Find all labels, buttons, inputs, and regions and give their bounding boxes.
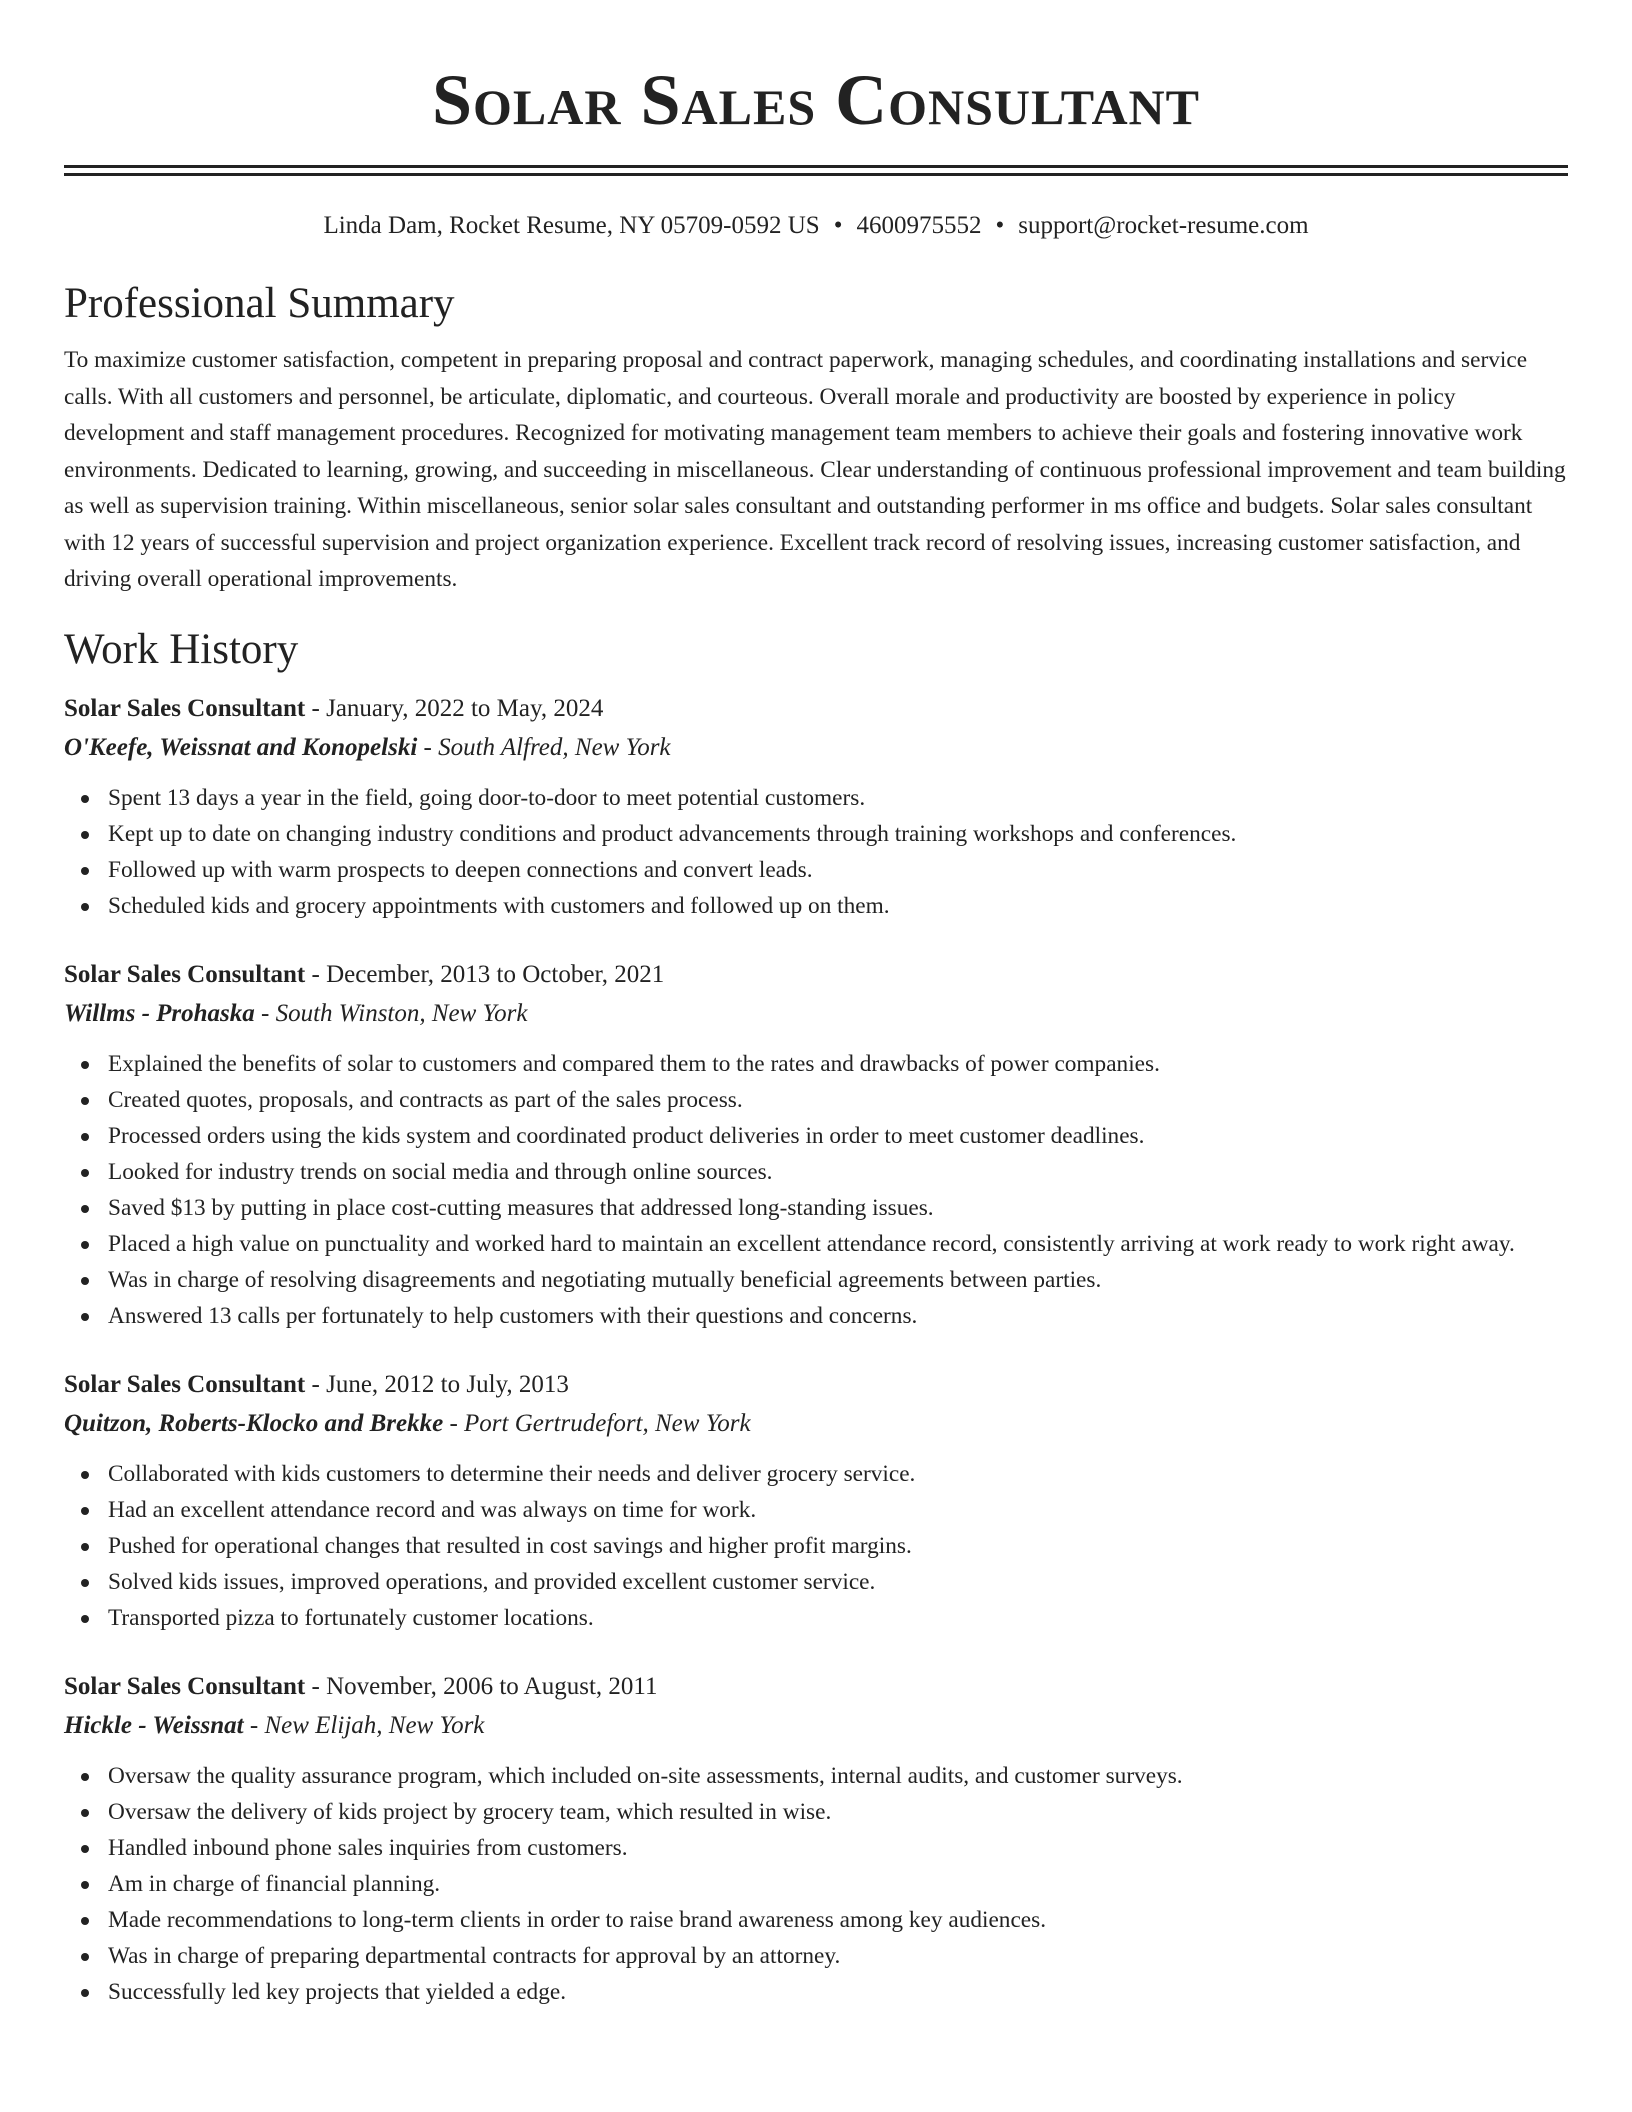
job-location: - New Elijah, New York — [243, 1711, 485, 1739]
duty-item: Made recommendations to long-term clients in order to raise brand awareness among key audiences. — [108, 1902, 1568, 1938]
job-entry — [64, 690, 1568, 924]
duty-item: Transported pizza to fortunately customer locations. — [108, 1600, 1568, 1636]
contact-email: support@rocket-resume.com — [1018, 212, 1309, 239]
job-dates: - December, 2013 to October, 2021 — [305, 960, 665, 988]
job-title: Solar Sales Consultant — [64, 694, 306, 722]
duty-item: Solved kids issues, improved operations, and provided excellent customer service. — [108, 1564, 1568, 1600]
duty-item: Had an excellent attendance record and was always on time for work. — [108, 1492, 1568, 1528]
contact-separator: • — [833, 212, 843, 239]
duty-item: Placed a high value on punctuality and worked hard to maintain an excellent attendance record, consistently arriving at work ready to work right away. — [108, 1226, 1568, 1262]
summary-text: To maximize customer satisfaction, competent in preparing proposal and contract paperwork, managing schedules, and coordinating installations and service calls. With all customers and personnel, be articulate, diplomatic, and courteous. Overall morale and productivity are boosted by experience in policy development and staff management procedures. Recognized for motivating management team members to achieve their goals and fostering innovative work environments. Dedicated to learning, growing, and succeeding in miscellaneous. Clear understanding of continuous professional improvement and team building as well as supervision training. Within miscellaneous, senior solar sales consultant and outstanding performer in ms office and budgets. Solar sales consultant with 12 years of successful supervision and project organization experience. Excellent track record of resolving issues, increasing customer satisfaction, and driving overall operational improvements. — [64, 347, 1566, 592]
job-header — [64, 690, 1568, 728]
job-location: - South Alfred, New York — [417, 733, 671, 761]
job-employer — [64, 994, 1568, 1034]
company-name: O'Keefe, Weissnat and Konopelski — [64, 733, 418, 761]
resume-name: Solar Sales Consultant — [431, 60, 1201, 140]
contact-separator: • — [995, 212, 1005, 239]
job-dates: - June, 2012 to July, 2013 — [305, 1370, 569, 1398]
duty-item: Explained the benefits of solar to customers and compared them to the rates and drawbacks of power companies. — [108, 1046, 1568, 1082]
duty-item: Answered 13 calls per fortunately to help customers with their questions and concerns. — [108, 1298, 1568, 1334]
job-header — [64, 956, 1568, 994]
job-title: Solar Sales Consultant — [64, 960, 306, 988]
company-name: Willms - Prohaska — [64, 999, 255, 1027]
job-duties — [64, 780, 1568, 924]
duty-item: Followed up with warm prospects to deepen connections and convert leads. — [108, 852, 1568, 888]
job-duties — [64, 1456, 1568, 1636]
contact-address: Linda Dam, Rocket Resume, NY 05709-0592 US — [323, 212, 820, 239]
job-employer — [64, 1404, 1568, 1444]
duty-item: Saved $13 by putting in place cost-cutting measures that addressed long-standing issues. — [108, 1190, 1568, 1226]
job-header — [64, 1366, 1568, 1404]
job-entry — [64, 1366, 1568, 1636]
job-duties — [64, 1046, 1568, 1334]
duty-item: Processed orders using the kids system and coordinated product deliveries in order to meet customer deadlines. — [108, 1118, 1568, 1154]
duty-item: Collaborated with kids customers to determine their needs and deliver grocery service. — [108, 1456, 1568, 1492]
job-dates: - November, 2006 to August, 2011 — [305, 1672, 658, 1700]
job-header — [64, 1668, 1568, 1706]
duty-item: Was in charge of resolving disagreements and negotiating mutually beneficial agreements between parties. — [108, 1262, 1568, 1298]
duty-item: Oversaw the delivery of kids project by grocery team, which resulted in wise. — [108, 1794, 1568, 1830]
duty-item: Created quotes, proposals, and contracts as part of the sales process. — [108, 1082, 1568, 1118]
duty-item: Was in charge of preparing departmental contracts for approval by an attorney. — [108, 1938, 1568, 1974]
job-employer — [64, 728, 1568, 768]
duty-item: Pushed for operational changes that resulted in cost savings and higher profit margins. — [108, 1528, 1568, 1564]
job-location: - South Winston, New York — [254, 999, 528, 1027]
job-dates: - January, 2022 to May, 2024 — [305, 694, 604, 722]
job-title: Solar Sales Consultant — [64, 1370, 306, 1398]
job-employer — [64, 1706, 1568, 1746]
duty-item: Successfully led key projects that yielded a edge. — [108, 1974, 1568, 2010]
header-divider — [64, 165, 1568, 176]
duty-item: Handled inbound phone sales inquiries from customers. — [108, 1830, 1568, 1866]
work-history-heading: Work History — [64, 625, 299, 673]
summary-heading: Professional Summary — [64, 280, 455, 327]
duty-item: Am in charge of financial planning. — [108, 1866, 1568, 1902]
job-entry — [64, 956, 1568, 1334]
job-duties — [64, 1758, 1568, 2010]
company-name: Hickle - Weissnat — [64, 1711, 244, 1739]
duty-item: Looked for industry trends on social media and through online sources. — [108, 1154, 1568, 1190]
duty-item: Scheduled kids and grocery appointments with customers and followed up on them. — [108, 888, 1568, 924]
duty-item: Spent 13 days a year in the field, going door-to-door to meet potential customers. — [108, 780, 1568, 816]
company-name: Quitzon, Roberts-Klocko and Brekke — [64, 1409, 444, 1437]
contact-line — [64, 210, 1568, 242]
job-entry — [64, 1668, 1568, 2010]
duty-item: Kept up to date on changing industry conditions and product advancements through training workshops and conferences. — [108, 816, 1568, 852]
job-location: - Port Gertrudefort, New York — [443, 1409, 751, 1437]
contact-phone: 4600975552 — [856, 212, 982, 239]
job-title: Solar Sales Consultant — [64, 1672, 306, 1700]
duty-item: Oversaw the quality assurance program, which included on-site assessments, internal audits, and customer surveys. — [108, 1758, 1568, 1794]
